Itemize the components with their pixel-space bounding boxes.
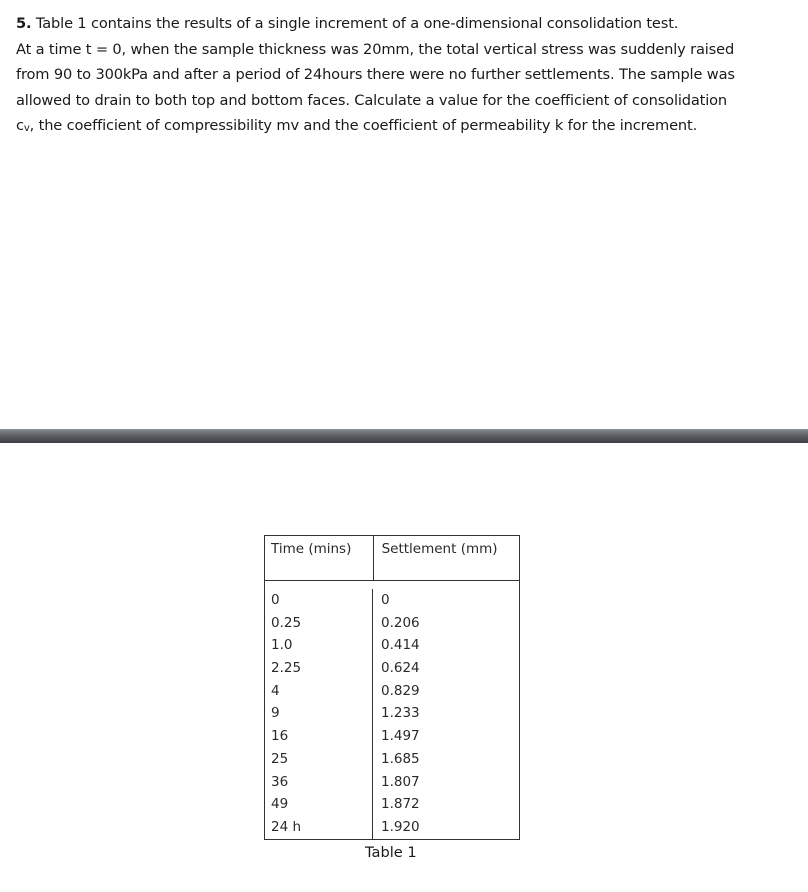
time-cell: 1.0: [271, 637, 293, 654]
section-divider: [0, 429, 808, 443]
problem-number: 5.: [16, 15, 32, 32]
problem-line-3: from 90 to 300kPa and after a period of 24hours there were no further settlements. The sample was: [16, 66, 735, 83]
problem-statement: [16, 11, 796, 142]
settlement-cell: 1.497: [381, 728, 420, 745]
time-column: [265, 589, 373, 839]
problem-text-1: Table 1 contains the results of a single increment of a one-dimensional consolidation test.: [35, 15, 679, 32]
time-cell: 0: [271, 592, 280, 608]
settlement-cell: 1.872: [381, 796, 420, 813]
cv-symbol: c: [16, 117, 24, 134]
table-body: [264, 581, 520, 840]
problem-text-5: , the coefficient of compressibility mv and the coefficient of permeability k for the increment.: [29, 117, 698, 134]
settlement-cell: 0.829: [381, 682, 420, 699]
time-cell: 9: [271, 705, 280, 722]
problem-line-1: [16, 11, 796, 37]
settlement-cell: 0.624: [381, 660, 420, 677]
settlement-cell: 1.920: [381, 818, 420, 835]
time-cell: 16: [271, 728, 289, 745]
table-header: [264, 535, 520, 581]
settlement-cell: 0.206: [381, 614, 420, 631]
time-cell: 2.25: [271, 660, 302, 677]
settlement-cell: 0.414: [381, 637, 420, 654]
time-cell: 36: [271, 773, 289, 790]
cv-subscript: v: [23, 123, 30, 134]
problem-line-2: At a time t = 0, when the sample thickness was 20mm, the total vertical stress was suddenly raised: [16, 40, 735, 58]
time-cell: 4: [271, 682, 280, 699]
time-cell: 24 h: [271, 818, 302, 835]
settlement-column: [373, 589, 519, 839]
table-caption: Table 1: [365, 844, 417, 861]
header-time: Time (mins): [271, 541, 352, 557]
results-table: [264, 535, 520, 840]
time-cell: 49: [271, 796, 289, 813]
problem-line-4: allowed to drain to both top and bottom faces. Calculate a value for the coefficient of consolidation: [16, 91, 728, 109]
settlement-cell: 0: [381, 592, 390, 608]
settlement-cell: 1.807: [381, 773, 420, 790]
settlement-cell: 1.233: [381, 705, 420, 722]
time-cell: 0.25: [271, 614, 302, 631]
header-settlement: Settlement (mm): [381, 541, 498, 557]
time-cell: 25: [271, 750, 289, 767]
settlement-cell: 1.685: [381, 750, 420, 767]
problem-line-5: [16, 113, 796, 142]
